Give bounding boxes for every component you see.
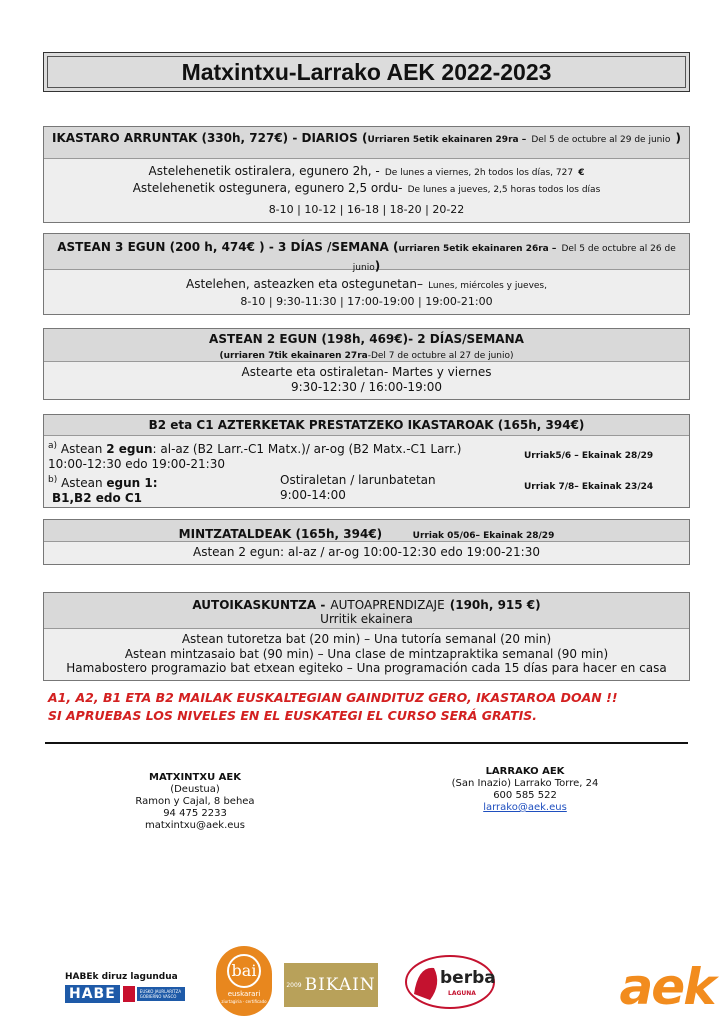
s3-line1: Astearte eta ostiraletan- Martes y viernes [241,365,492,379]
s2-line1-es: Lunes, miércoles y jueves, [428,281,547,291]
head-note: Del 5 de octubre al 29 de junio [531,135,671,145]
divider [45,742,688,744]
head-dates: Urriak 05/06– Ekainak 28/29 [412,531,555,541]
option-b [48,473,685,506]
head-title: MINTZATALDEAK (165h, 394€) [178,527,383,541]
berba-sub: LAGUNA [448,990,476,997]
section-b2-c1 [43,414,690,508]
head-note-bold: Urriaren 5etik ekainaren 29ra – [367,135,527,145]
section-body [44,362,689,399]
section-body [44,436,689,507]
contact-address: Ramon y Cajal, 8 behea [135,796,255,807]
s1-line1: Astelehenetik ostiralera, egunero 2h, - [148,164,380,178]
section-astean-2-egun [43,328,690,400]
a-mark: a) [48,441,58,451]
bai-wordmark: bai [227,954,261,988]
s3-times: 9:30-12:30 / 16:00-19:00 [290,380,443,394]
contact-phone: 94 475 2233 [163,808,227,819]
contact-name: MATXINTXU AEK [149,772,241,783]
b-text-bold: egun 1: [106,476,158,490]
section-head [44,520,689,542]
head-title: AUTOIKASKUNTZA - [192,598,326,612]
b-levels: B1,B2 edo C1 [52,491,143,505]
contact-phone: 600 585 522 [493,790,557,801]
section-body [44,159,689,222]
option-a [48,439,685,473]
b-text: Astean [61,476,103,490]
a-text-rest: : al-az (B2 Larr.-C1 Matx.)/ ar-og (B2 Matx.-C1 Larr.) [152,442,462,456]
b-days: Ostiraletan / larunbatetan [280,473,436,487]
bai-euskarari-logo [216,946,272,1016]
bai-sub: euskarari [227,990,261,998]
bai-cert: ziurtagiria · certificado [221,999,267,1004]
s6-line3: Hamabostero programazio bat etxean egiteko – Una programación cada 15 días para hacer en casa [66,661,667,675]
notice-line1: A1, A2, B1 ETA B2 MAILAK EUSKALTEGIAN GAINDITUZ GERO, IKASTAROA DOAN !! [48,690,618,705]
head-note-bold: urriaren 5etik ekainaren 26ra – [398,244,557,254]
berba-laguna-logo [404,954,496,1010]
section-head: B2 eta C1 AZTERKETAK PRESTATZEKO IKASTAROAK (165h, 394€) [44,415,689,436]
head-sub: Urritik ekainera [320,612,413,626]
a-text: Astean [60,442,103,456]
head-normal: AUTOAPRENDIZAJE [330,598,445,612]
s1-line2: Astelehenetik ostegunera, egunero 2,5 ordu- [132,181,403,195]
b-times: 9:00-14:00 [280,488,346,502]
s1-times: 8-10 | 10-12 | 16-18 | 18-20 | 20-22 [268,203,465,216]
b-mark: b) [48,475,58,485]
s1-line2-es: De lunes a jueves, 2,5 horas todos los días [407,185,601,195]
habe-sub: EUSKO JAURLARITZA GOBIERNO VASCO [137,987,185,1001]
a-times: 10:00-12:30 edo 19:00-21:30 [48,457,225,471]
section-body: Astean 2 egun: al-az / ar-og 10:00-12:30 edo 19:00-21:30 [44,542,689,564]
habe-logo [65,972,205,1008]
section-ikastaro-arruntak [43,126,690,223]
contact-matxintxu [120,772,270,832]
title-box [43,52,690,92]
a-text-bold: 2 egun [106,442,153,456]
s1-line1-euro: € [578,168,585,178]
a-dates: Urriak5/6 – Ekainak 28/29 [524,451,654,461]
contact-larrako [440,766,610,814]
head-note: -Del 7 de octubre al 27 de junio) [367,351,514,361]
shield-icon [123,986,135,1002]
head-close: ) [374,259,381,273]
section-head [44,329,689,362]
contact-name: LARRAKO AEK [485,766,565,777]
berba-wordmark: berba [440,968,496,988]
section-mintzataldeak [43,519,690,565]
contact-area: (Deustua) [170,784,220,795]
head-title: ASTEAN 2 EGUN (198h, 469€)- 2 DÍAS/SEMANA [209,332,524,346]
s6-line2: Astean mintzasaio bat (90 min) – Una clase de mintzapraktika semanal (90 min) [124,646,609,661]
head-note: Del 5 de octubre al 26 de junio [352,244,676,273]
section-body [44,629,689,680]
head-note-bold: (urriaren 7tik ekainaren 27ra [219,351,368,361]
page-title: Matxintxu-Larrako AEK 2022-2023 [47,56,686,88]
section-astean-3-egun [43,233,690,315]
section-head [44,234,689,273]
section-head [44,593,689,629]
contact-email: matxintxu@aek.eus [145,820,245,831]
contact-email-link[interactable]: larrako@aek.eus [483,802,567,813]
s1-line1-es: De lunes a viernes, 2h todos los días, 727 [384,168,574,178]
section-body [44,270,689,314]
s6-line1: Astean tutoretza bat (20 min) – Una tutoría semanal (20 min) [181,632,552,646]
section-head [44,127,689,159]
s2-line1: Astelehen, asteazken eta ostegunetan– [186,277,423,291]
bikain-year: 2009 [286,981,302,989]
head-price: (190h, 915 €) [449,598,541,612]
head-title: ASTEAN 3 EGUN (200 h, 474€ ) - 3 DÍAS /SEMANA ( [57,240,399,254]
bikain-wordmark: BIKAIN [304,975,376,995]
contact-address: (San Inazio) Larrako Torre, 24 [451,778,599,789]
s2-times: 8-10 | 9:30-11:30 | 17:00-19:00 | 19:00-21:00 [240,295,493,308]
notice-line2: SI APRUEBAS LOS NIVELES EN EL EUSKATEGI EL CURSO SERÁ GRATIS. [48,708,538,723]
habe-caption: HABEk diruz lagundua [65,972,178,982]
head-title: IKASTARO ARRUNTAK (330h, 727€) - DIARIOS ( [52,131,368,145]
bikain-logo [284,963,378,1007]
habe-wordmark: HABE [65,985,120,1003]
head-close: ) [675,131,681,145]
section-autoikaskuntza [43,592,690,681]
aek-logo: aek [619,958,715,1016]
b-dates: Urriak 7/8– Ekainak 23/24 [524,482,654,492]
